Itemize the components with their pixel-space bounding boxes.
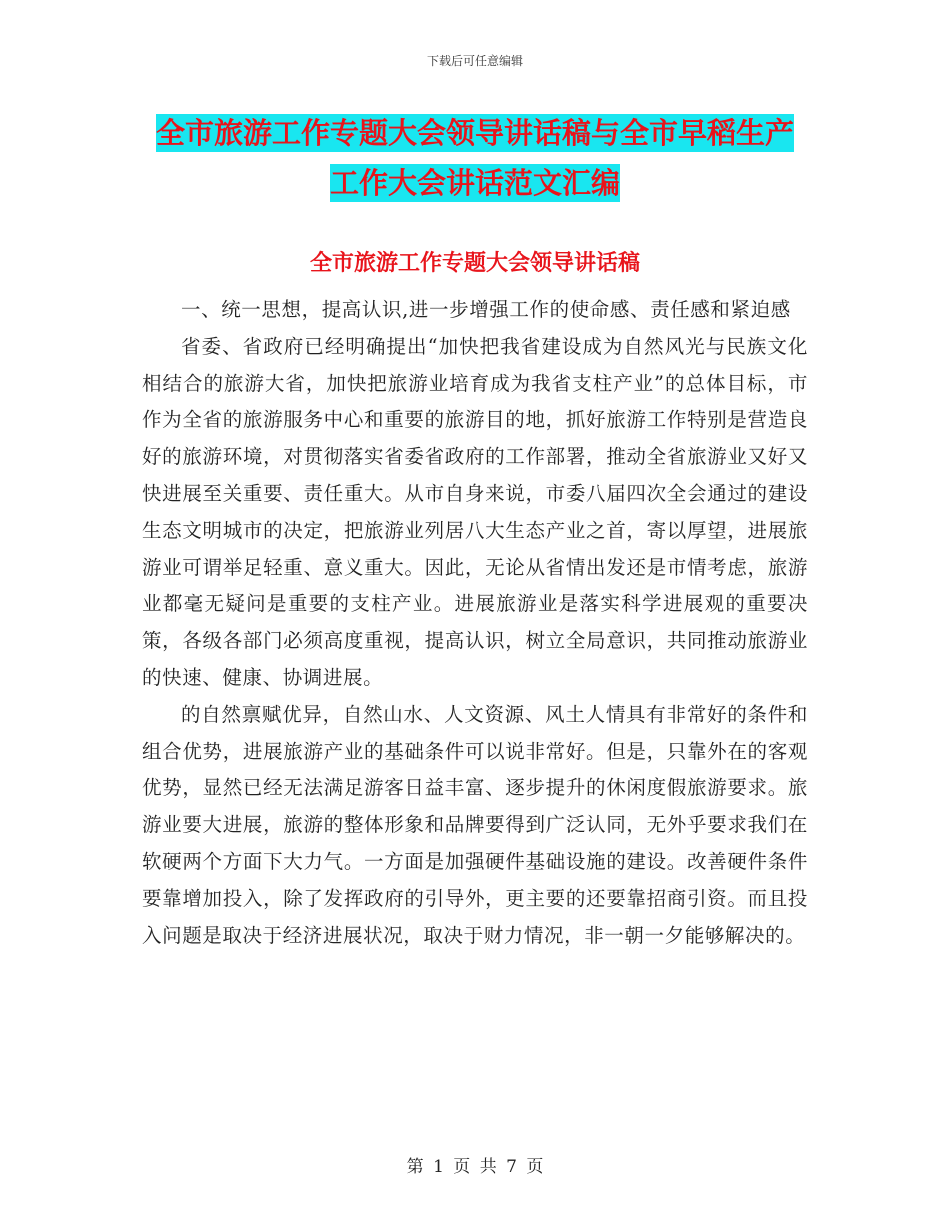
document-title — [150, 108, 800, 208]
paragraph-heading: 一、统一思想，提高认识,进一步增强工作的使命感、责任感和紧迫感 — [181, 298, 791, 321]
paragraph: 省委、省政府已经明确提出“加快把我省建设成为自然风光与民族文化相结合的旅游大省，加快把旅游业培育成为我省支柱产业”的总体目标，市作为全省的旅游服务中心和重要的旅游目的地，抓好旅游工作特别是营造良好的旅游环境，对贯彻落实省委省政府的工作部署，推动全省旅游业又好又快进展至关重要、责任重大。从市自身来说，市委八届四次全会通过的建设生态文明城市的决定，把旅游业列居八大生态产业之首，寄以厚望，进展旅游业可谓举足轻重、意义重大。因此，无论从省情出发还是市情考虑，旅游业都毫无疑问是重要的支柱产业。进展旅游业是落实科学进展观的重要决策，各级各部门必须高度重视，提高认识，树立全局意识，共同推动旅游业的快速、健康、协调进展。 — [142, 334, 808, 689]
section-title: 全市旅游工作专题大会领导讲话稿 — [309, 251, 640, 276]
header-note: 下载后可任意编辑 — [426, 54, 523, 68]
document-title-text: 全市旅游工作专题大会领导讲话稿与全市早稻生产工作大会讲话范文汇编 — [155, 116, 794, 200]
body-text — [142, 292, 808, 954]
page-number: 第 1 页 共 7 页 — [406, 1157, 544, 1177]
paragraph: 的自然禀赋优异，自然山水、人文资源、风土人情具有非常好的条件和组合优势，进展旅游产业的基础条件可以说非常好。但是，只靠外在的客观优势，显然已经无法满足游客日益丰富、逐步提升的休闲度假旅游要求。旅游业要大进展，旅游的整体形象和品牌要得到广泛认同，无外乎要求我们在软硬两个方面下大力气。一方面是加强硬件基础设施的建设。改善硬件条件要靠增加投入，除了发挥政府的引导外，更主要的还要靠招商引资。而且投入问题是取决于经济进展状况，取决于财力情况，非一朝一夕能够解决的。 — [142, 702, 808, 947]
